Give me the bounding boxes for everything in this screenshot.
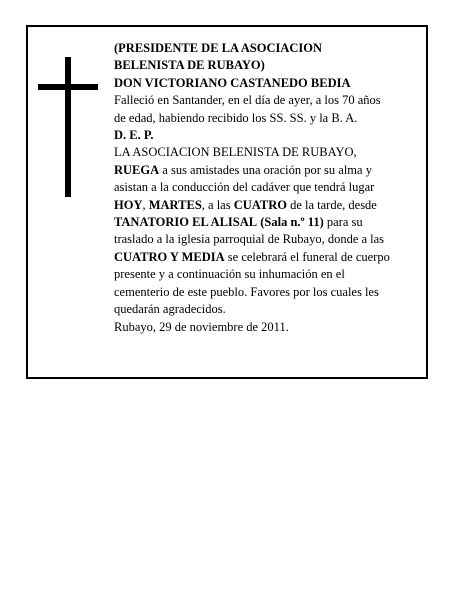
body-line-11: presente y a continuación su inhumación en el (114, 267, 345, 282)
date-line: Rubayo, 29 de noviembre de 2011. (114, 319, 289, 334)
body-line-1: Falleció en Santander, en el día de ayer, a los 70 años (114, 93, 381, 108)
cross-icon-vertical (65, 57, 71, 197)
body-line-13: quedarán agradecidos. (114, 302, 226, 317)
body-line-12: cementerio de este pueblo. Favores por los cuales les (114, 284, 379, 299)
body-line-8: TANATORIO EL ALISAL (Sala n.º 11) para su (114, 215, 363, 230)
heading-line-2: BELENISTA DE RUBAYO) (114, 58, 265, 73)
dep-line: D. E. P. (114, 128, 154, 143)
body-line-5: RUEGA a sus amistades una oración por su alma y (114, 162, 372, 177)
heading-line-1: (PRESIDENTE DE LA ASOCIACION (114, 41, 323, 55)
body-line-10: CUATRO Y MEDIA se celebrará el funeral de cuerpo (114, 249, 390, 264)
deceased-name: DON VICTORIANO CASTANEDO BEDIA (114, 75, 351, 90)
body-line-6: asistan a la conducción del cadáver que tendrá lugar (114, 180, 375, 195)
body-line-7: HOY, MARTES, a las CUATRO de la tarde, desde (114, 197, 377, 212)
body-line-2: de edad, habiendo recibido los SS. SS. y la B. A. (114, 110, 358, 125)
obituary-text (114, 40, 420, 336)
body-line-9: traslado a la iglesia parroquial de Rubayo, donde a las (114, 232, 385, 247)
body-line-4: LA ASOCIACION BELENISTA DE RUBAYO, (114, 145, 357, 160)
cross-icon-horizontal (38, 84, 98, 90)
